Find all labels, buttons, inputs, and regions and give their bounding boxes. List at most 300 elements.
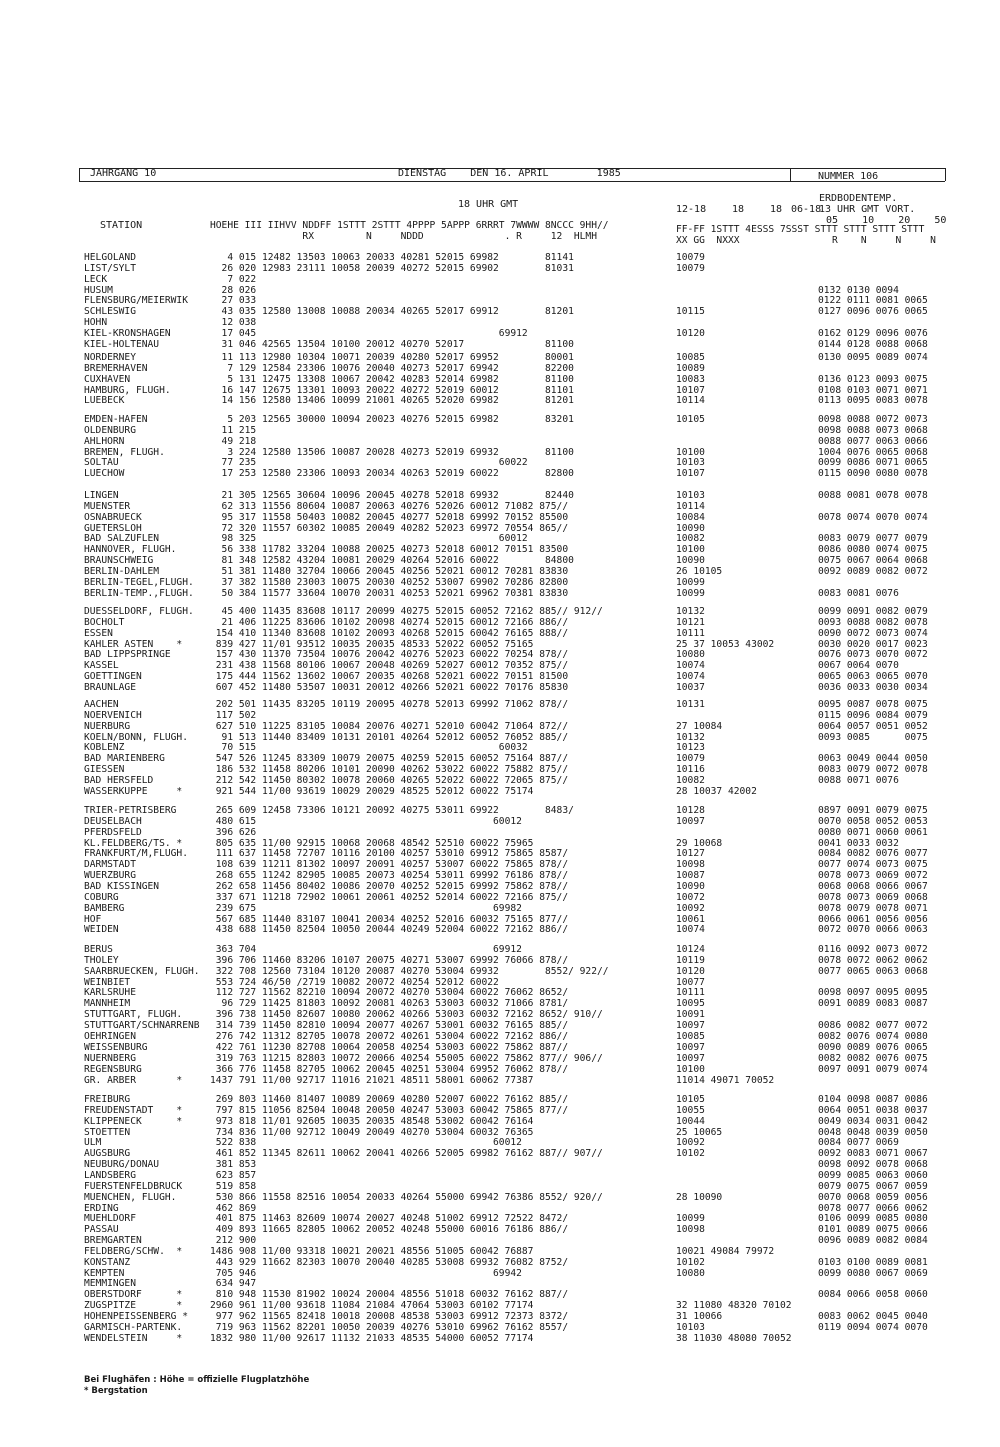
station-name: OEHRINGEN (84, 1031, 136, 1042)
extra-codes: 10120 (676, 328, 705, 339)
synop-codes: 1486 908 11/00 93318 10021 20021 48556 51005 60042 76887 (210, 1246, 534, 1257)
synop-codes: 396 706 11460 83206 10107 20075 40271 53007 69992 76066 878// (210, 955, 569, 966)
synop-codes: 14 156 12580 13406 10099 21001 40265 52020 69982 81201 (210, 395, 574, 406)
synop-codes: 262 658 11456 80402 10086 20070 40252 52015 69992 75862 878// (210, 881, 569, 892)
extra-codes: 10090 (676, 523, 705, 534)
extra-codes: 10098 (676, 1224, 705, 1235)
synop-codes: 1437 791 11/00 92717 11016 21021 48511 58001 60062 77387 (210, 1075, 534, 1086)
soil-temps: 0101 0089 0075 0066 (818, 1224, 928, 1235)
code-header-2: RX N NDDD . R 12 HLMH (210, 231, 597, 242)
soil-temps: 1004 0076 0065 0068 (818, 447, 928, 458)
station-name: KOELN/BONN, FLUGH. (84, 732, 188, 743)
extra-codes: 10079 (676, 753, 705, 764)
extra-codes: 10119 (676, 955, 705, 966)
station-name: BERLIN-TEMP.,FLUGH. (84, 588, 194, 599)
station-name: CUXHAVEN (84, 374, 131, 385)
soil-temps: 0099 0086 0071 0065 (818, 457, 928, 468)
station-name: NORDERNEY (84, 352, 136, 363)
synop-codes: 62 313 11556 80604 10087 20063 40276 52026 60012 71082 875// (210, 501, 569, 512)
nummer-divider (790, 168, 791, 181)
soil-temps: 0104 0098 0087 0086 (818, 1094, 928, 1105)
soil-temps: 0070 0058 0052 0053 (818, 816, 928, 827)
extra-codes: 10107 (676, 385, 705, 396)
station-name: FREUDENSTADT * (84, 1105, 183, 1116)
synop-codes: 319 763 11215 82803 10072 20066 40254 55005 60022 75862 877// 906// (210, 1053, 603, 1064)
synop-codes: 314 739 11450 82810 10094 20077 40267 53001 60032 76165 885// (210, 1020, 569, 1031)
synop-codes: 265 609 12458 73306 10121 20092 40275 53011 69922 8483/ (210, 805, 574, 816)
synop-codes: 11 215 (210, 425, 257, 436)
synop-codes: 3 224 12580 13506 10087 20028 40273 52019 69932 81100 (210, 447, 574, 458)
station-name: GIESSEN (84, 764, 125, 775)
station-name: GR. ARBER * (84, 1075, 183, 1086)
extra-codes: 10100 (676, 544, 705, 555)
synop-codes: 1832 980 11/00 92617 11132 21033 48535 54000 60052 77174 (210, 1333, 534, 1344)
synop-codes: 4 015 12482 13503 10063 20033 40281 52015 69982 81141 (210, 252, 574, 263)
synop-codes: 175 444 11562 13602 10067 20035 40268 52021 60022 70151 81500 (210, 671, 569, 682)
station-name: NUERNBERG (84, 1053, 136, 1064)
soil-temps: 0095 0087 0078 0075 (818, 699, 928, 710)
extra-codes: 27 10084 (676, 721, 723, 732)
synop-codes: 16 147 12675 13301 10093 20022 40272 52019 60012 81101 (210, 385, 574, 396)
extra-codes: 10091 (676, 1009, 705, 1020)
station-name: WEINBIET (84, 977, 131, 988)
extra-codes: 10084 (676, 512, 705, 523)
extra-codes: 28 10090 (676, 1192, 723, 1203)
synop-codes: 553 724 46/50 /2719 10082 20072 40254 52012 60022 (210, 977, 499, 988)
station-name: BERUS (84, 944, 113, 955)
station-name: KAHLER ASTEN * (84, 639, 183, 650)
synop-codes: 112 727 11562 82210 10094 20072 40270 53004 60022 76062 8652/ (210, 987, 569, 998)
soil-temps: 0132 0130 0094 (818, 285, 899, 296)
synop-codes: 17 045 69912 (210, 328, 528, 339)
extra-codes: 10099 (676, 588, 705, 599)
extra-codes: 10085 (676, 352, 705, 363)
extra-codes: 10097 (676, 1042, 705, 1053)
extra-codes: 10097 (676, 1020, 705, 1031)
station-name: BRAUNSCHWEIG (84, 555, 154, 566)
extra-codes: 10074 (676, 660, 705, 671)
synop-codes: 805 635 11/00 92915 10068 20068 48542 52510 60022 75965 (210, 838, 534, 849)
station-name: SAARBRUECKEN, FLUGH. (84, 966, 200, 977)
synop-codes: 81 348 12582 43204 10081 20029 40264 52016 60022 84800 (210, 555, 574, 566)
extra-codes: 10090 (676, 555, 705, 566)
station-name: HOHN (84, 317, 108, 328)
station-name: LECK (84, 274, 108, 285)
extra-codes: 10097 (676, 816, 705, 827)
synop-codes: 43 035 12580 13008 10088 20034 40265 52017 69912 81201 (210, 306, 574, 317)
extra-codes: 10095 (676, 998, 705, 1009)
soil-temps: 0041 0033 0032 (818, 838, 899, 849)
synop-codes: 239 675 69982 (210, 903, 522, 914)
synop-codes: 973 818 11/01 92605 10035 20035 48548 53002 60042 76164 (210, 1116, 534, 1127)
extra-codes: 32 11080 48320 70102 (676, 1300, 792, 1311)
soil-temps: 0090 0089 0076 0065 (818, 1042, 928, 1053)
soil-temps: 0115 0096 0084 0079 (818, 710, 928, 721)
station-name: BAMBERG (84, 903, 125, 914)
synop-codes: 401 875 11463 82609 10074 20027 40248 51002 69912 72522 8472/ (210, 1213, 569, 1224)
synop-codes: 50 384 11577 33604 10070 20031 40253 52021 69962 70381 83830 (210, 588, 569, 599)
extra-codes: 10100 (676, 447, 705, 458)
synop-codes: 5 131 12475 13308 10067 20042 40283 52014 69982 81100 (210, 374, 574, 385)
station-name: KARLSRUHE (84, 987, 136, 998)
soil-temps: 0092 0089 0082 0072 (818, 566, 928, 577)
station-name: KASSEL (84, 660, 119, 671)
extra-codes: 38 11030 48080 70052 (676, 1333, 792, 1344)
station-name: DARMSTADT (84, 859, 136, 870)
station-name: AUGSBURG (84, 1148, 131, 1159)
uhr18-label: 18 UHR GMT (458, 199, 519, 210)
synop-codes: 212 900 (210, 1235, 257, 1246)
soil-temps: 0099 0091 0082 0079 (818, 606, 928, 617)
synop-codes: 810 948 11530 81902 10024 20004 48556 51018 60032 76162 887// (210, 1289, 569, 1300)
synop-codes: 623 857 (210, 1170, 257, 1181)
extra-codes: 10103 (676, 490, 705, 501)
synop-codes: 91 513 11440 83409 10131 20101 40264 52012 60052 76052 885// (210, 732, 569, 743)
synop-codes: 396 738 11450 82607 10080 20062 40266 53003 60032 72162 8652/ 910// (210, 1009, 603, 1020)
extra-codes: 10055 (676, 1105, 705, 1116)
synop-codes: 363 704 69912 (210, 944, 522, 955)
synop-codes: 77 235 60022 (210, 457, 528, 468)
extra-codes: 10087 (676, 870, 705, 881)
soil-temps: 0084 0066 0058 0060 (818, 1289, 928, 1300)
station-name: WEIDEN (84, 924, 119, 935)
station-name: BOCHOLT (84, 617, 125, 628)
station-name: LUEBECK (84, 395, 125, 406)
soil-temps: 0082 0082 0076 0075 (818, 1053, 928, 1064)
extra-codes: 10080 (676, 1268, 705, 1279)
synop-codes: 607 452 11480 53507 10031 20012 40266 52021 60022 70176 85830 (210, 682, 569, 693)
synop-codes: 547 526 11245 83309 10079 20075 40259 52015 60052 75164 887// (210, 753, 569, 764)
station-name: FREIBURG (84, 1094, 131, 1105)
synop-codes: 462 869 (210, 1203, 257, 1214)
station-name: KIEL-KRONSHAGEN (84, 328, 171, 339)
extra-codes: 10090 (676, 881, 705, 892)
soil-temps: 0048 0048 0039 0050 (818, 1127, 928, 1138)
synop-codes: 461 852 11345 82611 10062 20041 40266 52005 69982 76162 887// 907// (210, 1148, 603, 1159)
col-18a: 18 (732, 204, 745, 215)
soil-temps: 0086 0080 0074 0075 (818, 544, 928, 555)
extra-codes: 10114 (676, 395, 705, 406)
soil-temps: 0083 0062 0045 0040 (818, 1311, 928, 1322)
station-name: KONSTANZ (84, 1257, 131, 1268)
station-name: FRANKFURT/M,FLUGH. (84, 848, 188, 859)
extra-codes: 10111 (676, 987, 705, 998)
synop-codes: 21 406 11225 83606 10102 20098 40274 52015 60012 72166 886// (210, 617, 569, 628)
station-name: COBURG (84, 892, 119, 903)
soil-temps: 0099 0085 0063 0060 (818, 1170, 928, 1181)
soil-temps: 0098 0088 0072 0073 (818, 414, 928, 425)
synop-codes: 409 893 11665 82805 10062 20052 40248 55000 60016 76186 886// (210, 1224, 569, 1235)
extra-codes: 29 10068 (676, 838, 723, 849)
synop-codes: 117 502 (210, 710, 257, 721)
soil-temps: 0116 0092 0073 0072 (818, 944, 928, 955)
synop-codes: 276 742 11312 82705 10078 20072 40261 53004 60022 72162 886// (210, 1031, 569, 1042)
soil-temps: 0078 0077 0066 0062 (818, 1203, 928, 1214)
soil-temps: 0064 0057 0051 0052 (818, 721, 928, 732)
synop-codes: 21 305 12565 30604 10096 20045 40278 52018 69932 82440 (210, 490, 574, 501)
station-name: GOETTINGEN (84, 671, 142, 682)
synop-codes: 734 836 11/00 92712 10049 20049 40270 53004 60032 76365 (210, 1127, 534, 1138)
synop-codes: 322 708 12560 73104 10120 20087 40270 53004 69932 8552/ 922// (210, 966, 609, 977)
soil-temps: 0070 0068 0059 0056 (818, 1192, 928, 1203)
synop-codes: 337 671 11218 72902 10061 20061 40252 52014 60022 72166 875// (210, 892, 569, 903)
synop-codes: 202 501 11435 83205 10119 20095 40278 52013 69992 71062 878// (210, 699, 569, 710)
extra-codes: 10074 (676, 924, 705, 935)
station-name: PFERDSFELD (84, 827, 142, 838)
col-18b: 18 (770, 204, 783, 215)
soil-temps: 0077 0065 0063 0068 (818, 966, 928, 977)
synop-codes: 70 515 60032 (210, 742, 528, 753)
soil-temps: 0090 0072 0073 0074 (818, 628, 928, 639)
soil-temps: 0113 0095 0083 0078 (818, 395, 928, 406)
soil-temps: 0084 0077 0069 (818, 1137, 899, 1148)
synop-codes: 705 946 69942 (210, 1268, 522, 1279)
station-name: HUSUM (84, 285, 113, 296)
synop-codes: 49 218 (210, 436, 257, 447)
station-name: STOETTEN (84, 1127, 131, 1138)
header-rule (79, 181, 945, 182)
soil-temps: 0122 0111 0081 0065 (818, 295, 928, 306)
date-label: DIENSTAG DEN 16. APRIL 1985 (398, 168, 621, 179)
soil-temps: 0098 0088 0073 0068 (818, 425, 928, 436)
synop-codes: 522 838 60012 (210, 1137, 522, 1148)
synop-codes: 108 639 11211 81302 10097 20091 40257 53007 60022 75865 878// (210, 859, 569, 870)
station-name: NOERVENICH (84, 710, 142, 721)
station-name: AHLHORN (84, 436, 125, 447)
soil-temps: 0108 0103 0071 0071 (818, 385, 928, 396)
extra-codes: 25 37 10053 43002 (676, 639, 775, 650)
synop-codes: 157 430 11370 73504 10076 20042 40276 52023 60022 70254 878// (210, 649, 569, 660)
synop-codes: 422 761 11230 82708 10064 20058 40254 53003 60022 75862 887// (210, 1042, 569, 1053)
extra-codes: 31 10066 (676, 1311, 723, 1322)
station-name: PASSAU (84, 1224, 119, 1235)
synop-codes: 719 963 11562 82201 10050 20039 40276 53010 69962 76162 8557/ (210, 1322, 569, 1333)
extra-codes: 10082 (676, 775, 705, 786)
extra-codes: 26 10105 (676, 566, 723, 577)
station-name: BAD MARIENBERG (84, 753, 165, 764)
synop-codes: 268 655 11242 82905 10085 20073 40254 53011 69992 76186 878// (210, 870, 569, 881)
soil-temps: 0093 0088 0082 0078 (818, 617, 928, 628)
extra-codes: 10132 (676, 732, 705, 743)
soil-temps: 0098 0097 0095 0095 (818, 987, 928, 998)
synop-codes: 12 038 (210, 317, 257, 328)
synop-codes: 17 253 12580 23306 10093 20034 40263 52019 60022 82800 (210, 468, 574, 479)
extra-codes: 10100 (676, 1064, 705, 1075)
extra-codes: 10037 (676, 682, 705, 693)
code-header-4: XX GG NXXX R N N N (676, 235, 936, 246)
station-name: BRAUNLAGE (84, 682, 136, 693)
extra-codes: 10044 (676, 1116, 705, 1127)
extra-codes: 10099 (676, 1213, 705, 1224)
col-12-18: 12-18 (676, 204, 707, 215)
synop-codes: 26 020 12983 23111 10058 20039 40272 52015 69902 81031 (210, 263, 574, 274)
soil-temps: 0030 0020 0017 0023 (818, 639, 928, 650)
soil-temps: 0083 0079 0072 0078 (818, 764, 928, 775)
station-name: BAD LIPPSPRINGE (84, 649, 171, 660)
soil-temps: 0115 0090 0080 0078 (818, 468, 928, 479)
soil-temps: 0162 0129 0096 0076 (818, 328, 928, 339)
extra-codes: 10124 (676, 944, 705, 955)
station-name: HANNOVER, FLUGH. (84, 544, 177, 555)
station-name: NEUBURG/DONAU (84, 1159, 160, 1170)
soil-temps: 0097 0091 0079 0074 (818, 1064, 928, 1075)
station-name: BERLIN-TEGEL,FLUGH. (84, 577, 194, 588)
soil-temps: 0080 0071 0060 0061 (818, 827, 928, 838)
station-name: KOBLENZ (84, 742, 125, 753)
soil-temps: 0130 0095 0089 0074 (818, 352, 928, 363)
synop-codes: 72 320 11557 60302 10085 20049 40282 52023 69972 70554 865// (210, 523, 569, 534)
soil-temps: 0103 0100 0089 0081 (818, 1257, 928, 1268)
synop-codes: 31 046 42565 13504 10100 20012 40270 52017 81100 (210, 339, 574, 350)
synop-codes: 98 325 60012 (210, 533, 528, 544)
station-name: BREMEN, FLUGH. (84, 447, 165, 458)
synop-codes: 480 615 60012 (210, 816, 522, 827)
footnote-airports: Bei Flughäfen : Höhe = offizielle Flugplatzhöhe (84, 1375, 310, 1385)
station-name: KIEL-HOLTENAU (84, 339, 160, 350)
station-name: DUESSELDORF, FLUGH. (84, 606, 194, 617)
station-name: HOF (84, 914, 102, 925)
extra-codes: 10102 (676, 1148, 705, 1159)
extra-codes: 10082 (676, 533, 705, 544)
extra-codes: 10120 (676, 966, 705, 977)
synop-codes: 921 544 11/00 93619 10029 20029 48525 52012 60022 75174 (210, 786, 534, 797)
station-name: THOLEY (84, 955, 119, 966)
station-name: LUECHOW (84, 468, 125, 479)
synop-codes: 51 381 11480 32704 10066 20045 40256 52021 60012 70281 83830 (210, 566, 569, 577)
synop-codes: 366 776 11458 82705 10062 20045 40251 53004 69952 76062 878// (210, 1064, 569, 1075)
station-name: GUETERSLOH (84, 523, 142, 534)
station-name: LANDSBERG (84, 1170, 136, 1181)
station-name: MUENCHEN, FLUGH. (84, 1192, 177, 1203)
extra-codes: 10105 (676, 1094, 705, 1105)
right-edge (945, 168, 946, 181)
soil-temps: 0078 0072 0062 0062 (818, 955, 928, 966)
synop-codes: 381 853 (210, 1159, 257, 1170)
soil-temps: 0098 0092 0078 0068 (818, 1159, 928, 1170)
extra-codes: 10080 (676, 649, 705, 660)
extra-codes: 10128 (676, 805, 705, 816)
footnote-mountain: * Bergstation (84, 1386, 148, 1396)
soil-temps: 0086 0082 0077 0072 (818, 1020, 928, 1031)
synop-codes: 7 022 (210, 274, 257, 285)
station-name: TRIER-PETRISBERG (84, 805, 177, 816)
synop-codes: 634 947 (210, 1278, 257, 1289)
synop-codes: 627 510 11225 83105 10084 20076 40271 52010 60042 71064 872// (210, 721, 569, 732)
station-name: BAD KISSINGEN (84, 881, 160, 892)
extra-codes: 10121 (676, 617, 705, 628)
jahrgang-label: JAHRGANG 10 (90, 168, 157, 179)
soil-temps: 0078 0073 0069 0068 (818, 892, 928, 903)
station-name: HOHENPEISSENBERG * (84, 1311, 188, 1322)
extra-codes: 10085 (676, 1031, 705, 1042)
soil-temps: 0076 0073 0070 0072 (818, 649, 928, 660)
uhr13-label: 13 UHR GMT VORT. (819, 204, 916, 215)
station-name: STUTTGART, FLUGH. (84, 1009, 183, 1020)
soil-temps: 0049 0034 0031 0042 (818, 1116, 928, 1127)
extra-codes: 10114 (676, 501, 705, 512)
station-name: EMDEN-HAFEN (84, 414, 148, 425)
code-header-3: FF-FF 1STTT 4ESSS 7SSST STTT STTT STTT STTT (676, 224, 925, 235)
synop-codes: 212 542 11450 80302 10078 20060 40265 52022 60022 72065 875// (210, 775, 569, 786)
soil-temps: 0144 0128 0088 0068 (818, 339, 928, 350)
synop-codes: 56 338 11782 33204 10088 20025 40273 52018 60012 70151 83500 (210, 544, 569, 555)
extra-codes: 10099 (676, 577, 705, 588)
soil-temps: 0078 0074 0070 0074 (818, 512, 928, 523)
soil-temps: 0106 0099 0085 0080 (818, 1213, 928, 1224)
extra-codes: 10127 (676, 848, 705, 859)
station-name: GARMISCH-PARTENK. (84, 1322, 183, 1333)
station-name: ESSEN (84, 628, 113, 639)
station-name: SOLTAU (84, 457, 119, 468)
extra-codes: 10116 (676, 764, 705, 775)
synop-codes: 186 532 11458 80206 10101 20090 40262 53022 60022 75882 875// (210, 764, 569, 775)
station-name: WEISSENBURG (84, 1042, 148, 1053)
synop-codes: 154 410 11340 83608 10102 20093 40268 52015 60042 76165 888// (210, 628, 569, 639)
soil-temps: 0084 0082 0076 0077 (818, 848, 928, 859)
synop-codes: 438 688 11450 82504 10050 20044 40249 52004 60022 72162 886// (210, 924, 569, 935)
synop-codes: 45 400 11435 83608 10117 20099 40275 52015 60052 72162 885// 912// (210, 606, 603, 617)
station-name: AACHEN (84, 699, 119, 710)
extra-codes: 10103 (676, 457, 705, 468)
extra-codes: 10061 (676, 914, 705, 925)
extra-codes: 10123 (676, 742, 705, 753)
station-header: STATION (100, 220, 143, 231)
soil-temps: 0036 0033 0030 0034 (818, 682, 928, 693)
station-name: ULM (84, 1137, 102, 1148)
soil-temps: 0075 0067 0064 0068 (818, 555, 928, 566)
synop-codes: 443 929 11662 82303 10070 20040 40285 53008 69932 76082 8752/ (210, 1257, 569, 1268)
extra-codes: 10132 (676, 606, 705, 617)
synop-codes: 96 729 11425 81803 10092 20081 40263 53003 60032 71066 8781/ (210, 998, 569, 1009)
extra-codes: 10131 (676, 699, 705, 710)
col-06-18: 06-18 (791, 204, 822, 215)
extra-codes: 10115 (676, 306, 705, 317)
synop-codes: 11 113 12980 10304 10071 20039 40280 52017 69952 80001 (210, 352, 574, 363)
synop-codes: 2960 961 11/00 93618 11084 21084 47064 53003 60102 77174 (210, 1300, 534, 1311)
synop-codes: 977 962 11565 82418 10018 20008 48538 53003 69912 72373 8372/ (210, 1311, 569, 1322)
extra-codes: 11014 49071 70052 (676, 1075, 775, 1086)
station-name: MUENSTER (84, 501, 131, 512)
soil-temps: 0083 0081 0076 (818, 588, 899, 599)
station-name: FUERSTENFELDBRUCK (84, 1181, 183, 1192)
soil-temps: 0063 0049 0044 0050 (818, 753, 928, 764)
station-name: OSNABRUECK (84, 512, 142, 523)
station-name: BAD SALZUFLEN (84, 533, 160, 544)
soil-temps: 0096 0089 0082 0084 (818, 1235, 928, 1246)
soil-temps: 0093 0085 0075 (818, 732, 928, 743)
station-name: BAD HERSFELD (84, 775, 154, 786)
synop-codes: 37 382 11580 23003 10075 20030 40252 53007 69902 70286 82800 (210, 577, 569, 588)
synop-codes: 396 626 (210, 827, 257, 838)
extra-codes: 10077 (676, 977, 705, 988)
station-name: BREMGARTEN (84, 1235, 142, 1246)
synop-codes: 27 033 (210, 295, 257, 306)
synop-codes: 5 203 12565 30000 10094 20023 40276 52015 69982 83201 (210, 414, 574, 425)
station-name: OBERSTDORF * (84, 1289, 183, 1300)
soil-temps: 0065 0063 0065 0070 (818, 671, 928, 682)
extra-codes: 10105 (676, 414, 705, 425)
soil-temps: 0078 0079 0078 0071 (818, 903, 928, 914)
soil-temps: 0136 0123 0093 0075 (818, 374, 928, 385)
synop-codes: 95 317 11558 50403 10082 20045 40277 52018 69992 70152 85500 (210, 512, 569, 523)
station-name: KLIPPENECK * (84, 1116, 183, 1127)
station-name: KEMPTEN (84, 1268, 125, 1279)
soil-temps: 0083 0079 0077 0079 (818, 533, 928, 544)
extra-codes: 10092 (676, 903, 705, 914)
station-name: LIST/SYLT (84, 263, 136, 274)
soil-temps: 0099 0080 0067 0069 (818, 1268, 928, 1279)
soil-temps: 0092 0083 0071 0067 (818, 1148, 928, 1159)
